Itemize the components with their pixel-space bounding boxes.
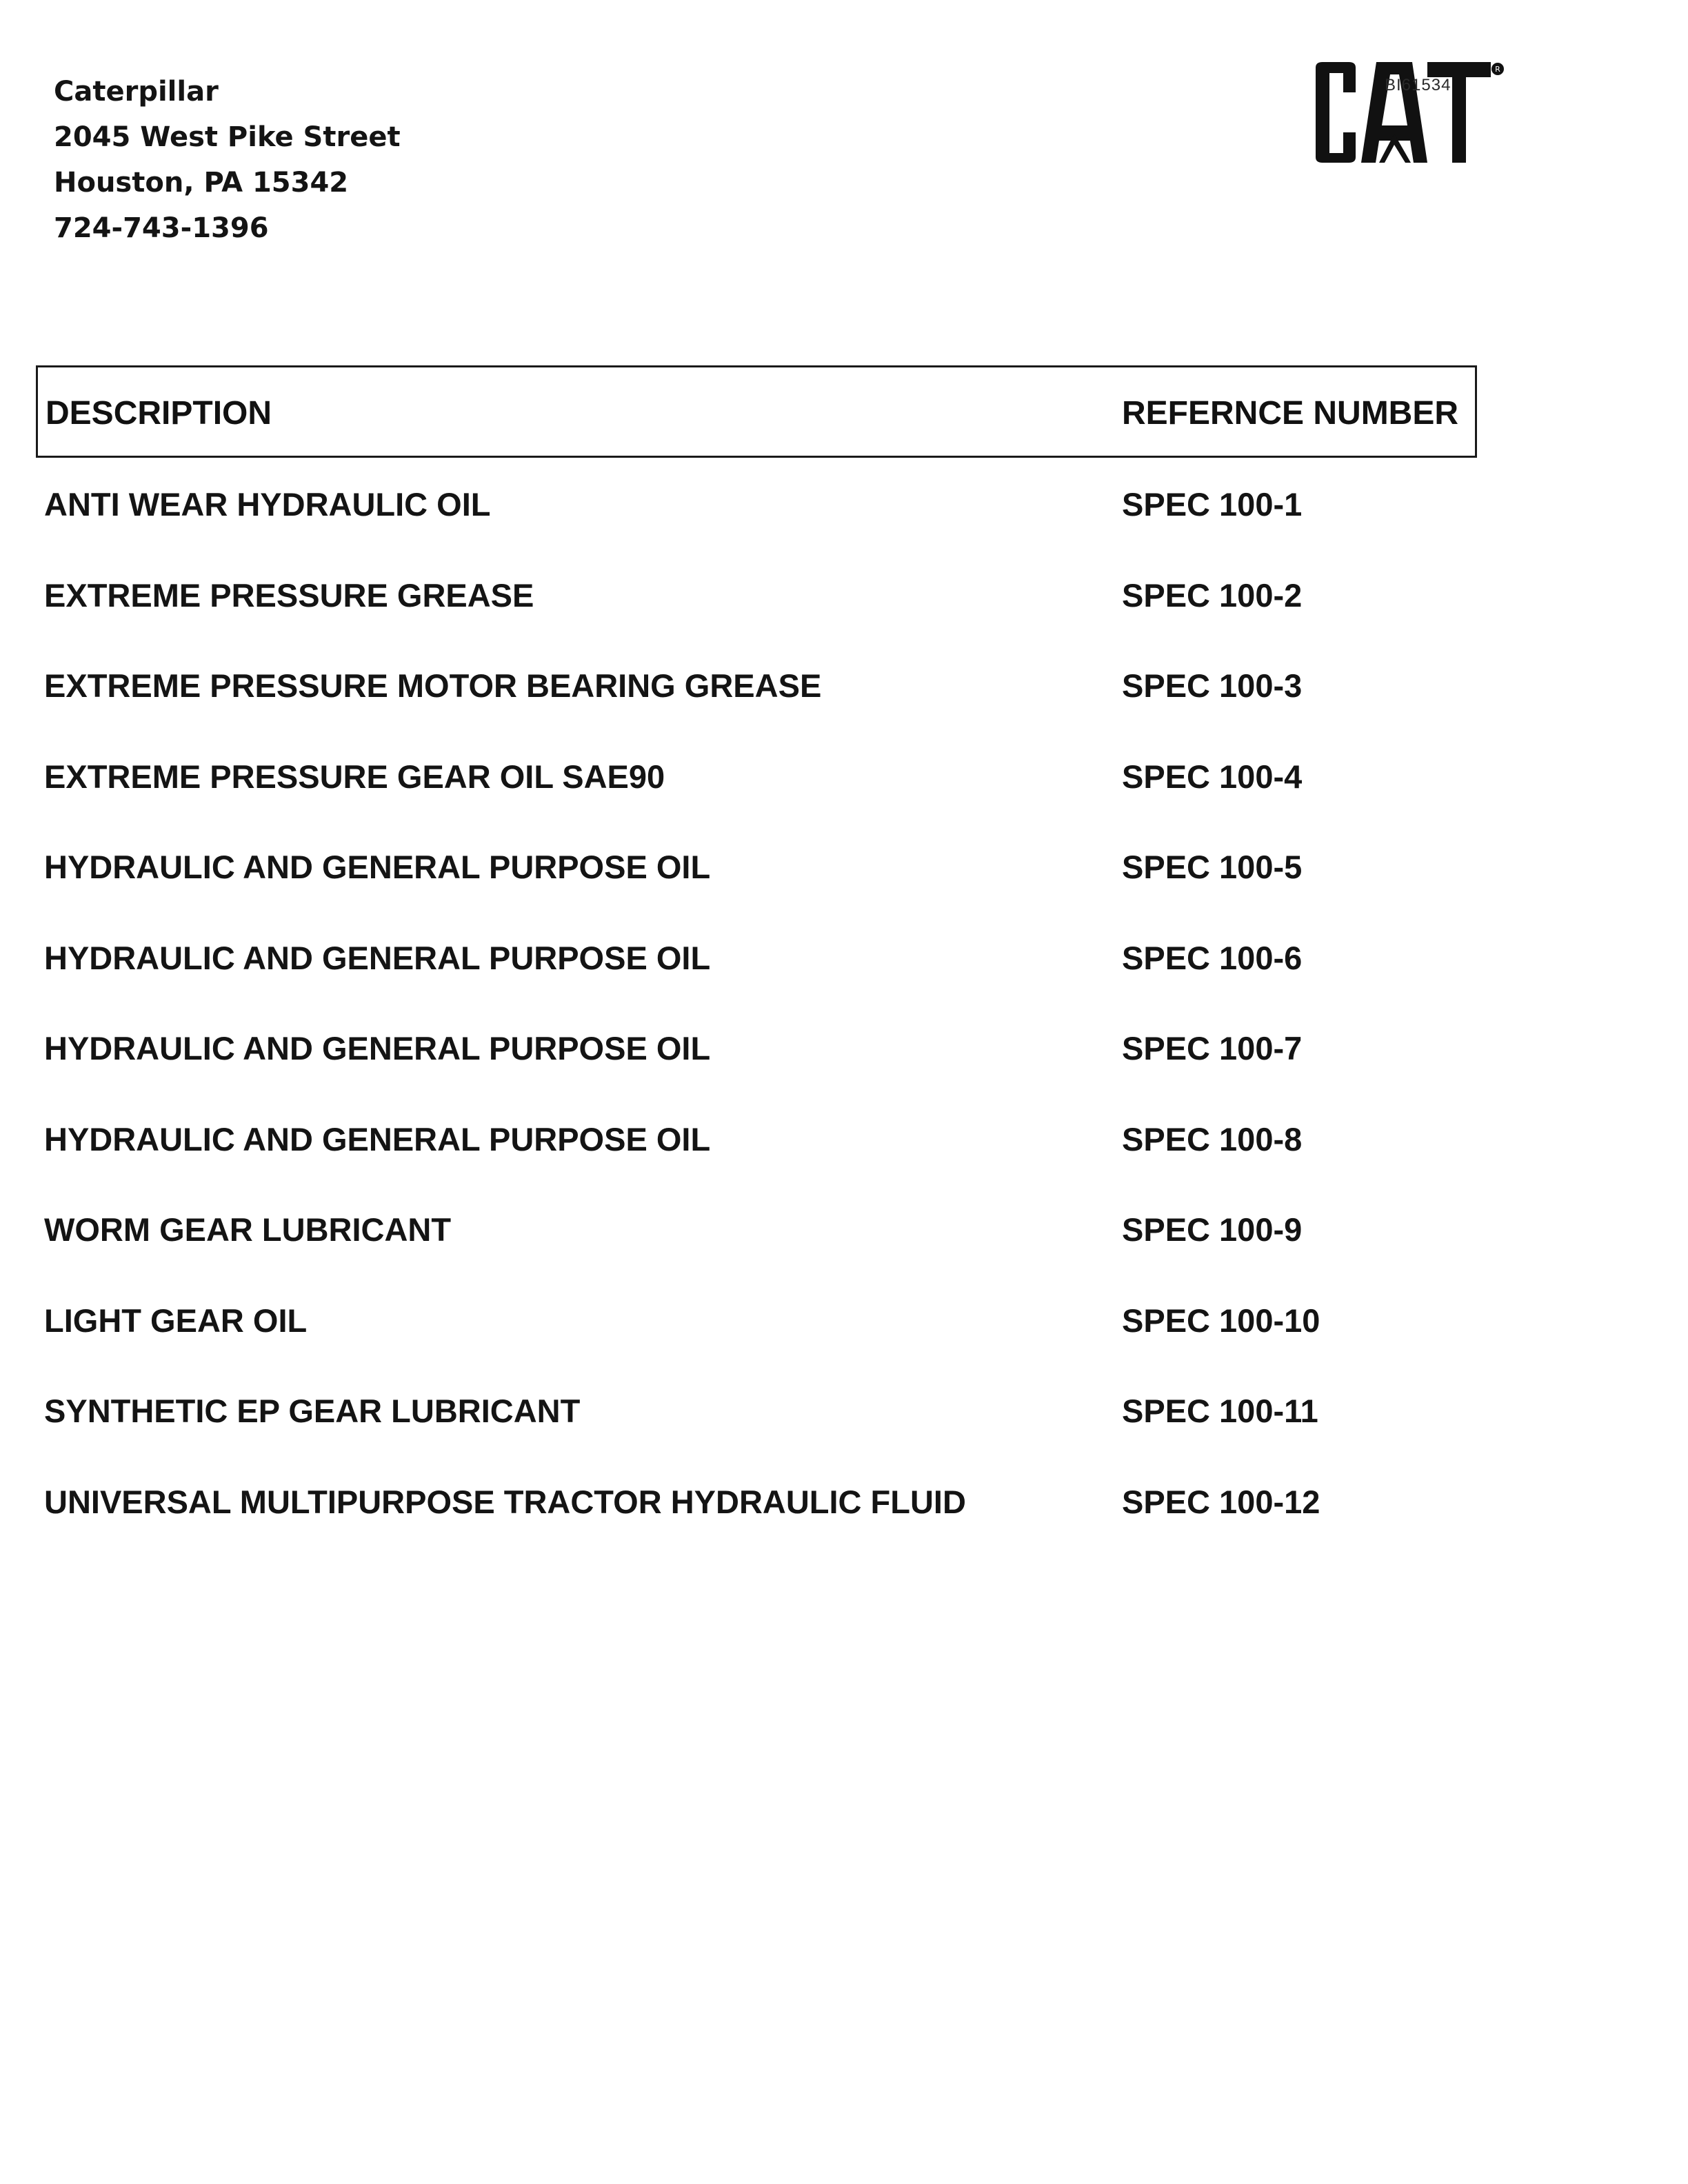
company-city: Houston, PA 15342 xyxy=(54,167,349,199)
company-name: Caterpillar xyxy=(54,76,219,108)
description-column-header: DESCRIPTION xyxy=(46,395,272,432)
row-reference: SPEC 100-6 xyxy=(1122,939,1303,976)
table-row xyxy=(0,1120,1688,1211)
row-reference: SPEC 100-12 xyxy=(1122,1483,1320,1520)
row-reference: SPEC 100-3 xyxy=(1122,667,1303,704)
row-description: EXTREME PRESSURE MOTOR BEARING GREASE xyxy=(44,667,822,704)
table-row xyxy=(0,1029,1688,1120)
row-description: SYNTHETIC EP GEAR LUBRICANT xyxy=(44,1393,581,1429)
row-description: ANTI WEAR HYDRAULIC OIL xyxy=(44,486,491,523)
svg-text:R: R xyxy=(1495,65,1500,74)
row-description: HYDRAULIC AND GENERAL PURPOSE OIL xyxy=(44,939,711,976)
company-address-block xyxy=(54,69,401,251)
row-reference: SPEC 100-2 xyxy=(1122,576,1303,614)
table-row xyxy=(0,1483,1688,1574)
table-row xyxy=(0,1302,1688,1393)
row-reference: SPEC 100-9 xyxy=(1122,1211,1303,1248)
row-description: EXTREME PRESSURE GEAR OIL SAE90 xyxy=(44,758,665,795)
table-row xyxy=(0,758,1688,849)
row-reference: SPEC 100-5 xyxy=(1122,849,1303,885)
row-description: LIGHT GEAR OIL xyxy=(44,1302,308,1339)
row-description: HYDRAULIC AND GENERAL PURPOSE OIL xyxy=(44,849,711,885)
logo-stamp-text: BI61534 xyxy=(1385,76,1451,94)
row-description: EXTREME PRESSURE GREASE xyxy=(44,576,534,614)
table-row xyxy=(0,667,1688,758)
row-reference: SPEC 100-7 xyxy=(1122,1030,1303,1066)
table-row xyxy=(0,1392,1688,1483)
row-description: HYDRAULIC AND GENERAL PURPOSE OIL xyxy=(44,1030,711,1066)
row-reference: SPEC 100-4 xyxy=(1122,758,1303,795)
row-reference: SPEC 100-11 xyxy=(1122,1393,1318,1429)
row-description: UNIVERSAL MULTIPURPOSE TRACTOR HYDRAULIC FLUID xyxy=(44,1483,966,1520)
company-street: 2045 West Pike Street xyxy=(54,121,401,153)
company-phone: 724-743-1396 xyxy=(54,212,269,244)
spec-table-body xyxy=(0,485,1688,1573)
table-row xyxy=(0,1211,1688,1302)
row-reference: SPEC 100-1 xyxy=(1122,486,1303,523)
reference-column-header: REFERNCE NUMBER xyxy=(1122,395,1459,432)
row-reference: SPEC 100-10 xyxy=(1122,1302,1320,1339)
table-row xyxy=(0,485,1688,576)
row-description: WORM GEAR LUBRICANT xyxy=(44,1211,452,1248)
table-row xyxy=(0,576,1688,667)
row-description: HYDRAULIC AND GENERAL PURPOSE OIL xyxy=(44,1120,711,1157)
table-row xyxy=(0,939,1688,1030)
table-row xyxy=(0,848,1688,939)
row-reference: SPEC 100-8 xyxy=(1122,1120,1303,1157)
